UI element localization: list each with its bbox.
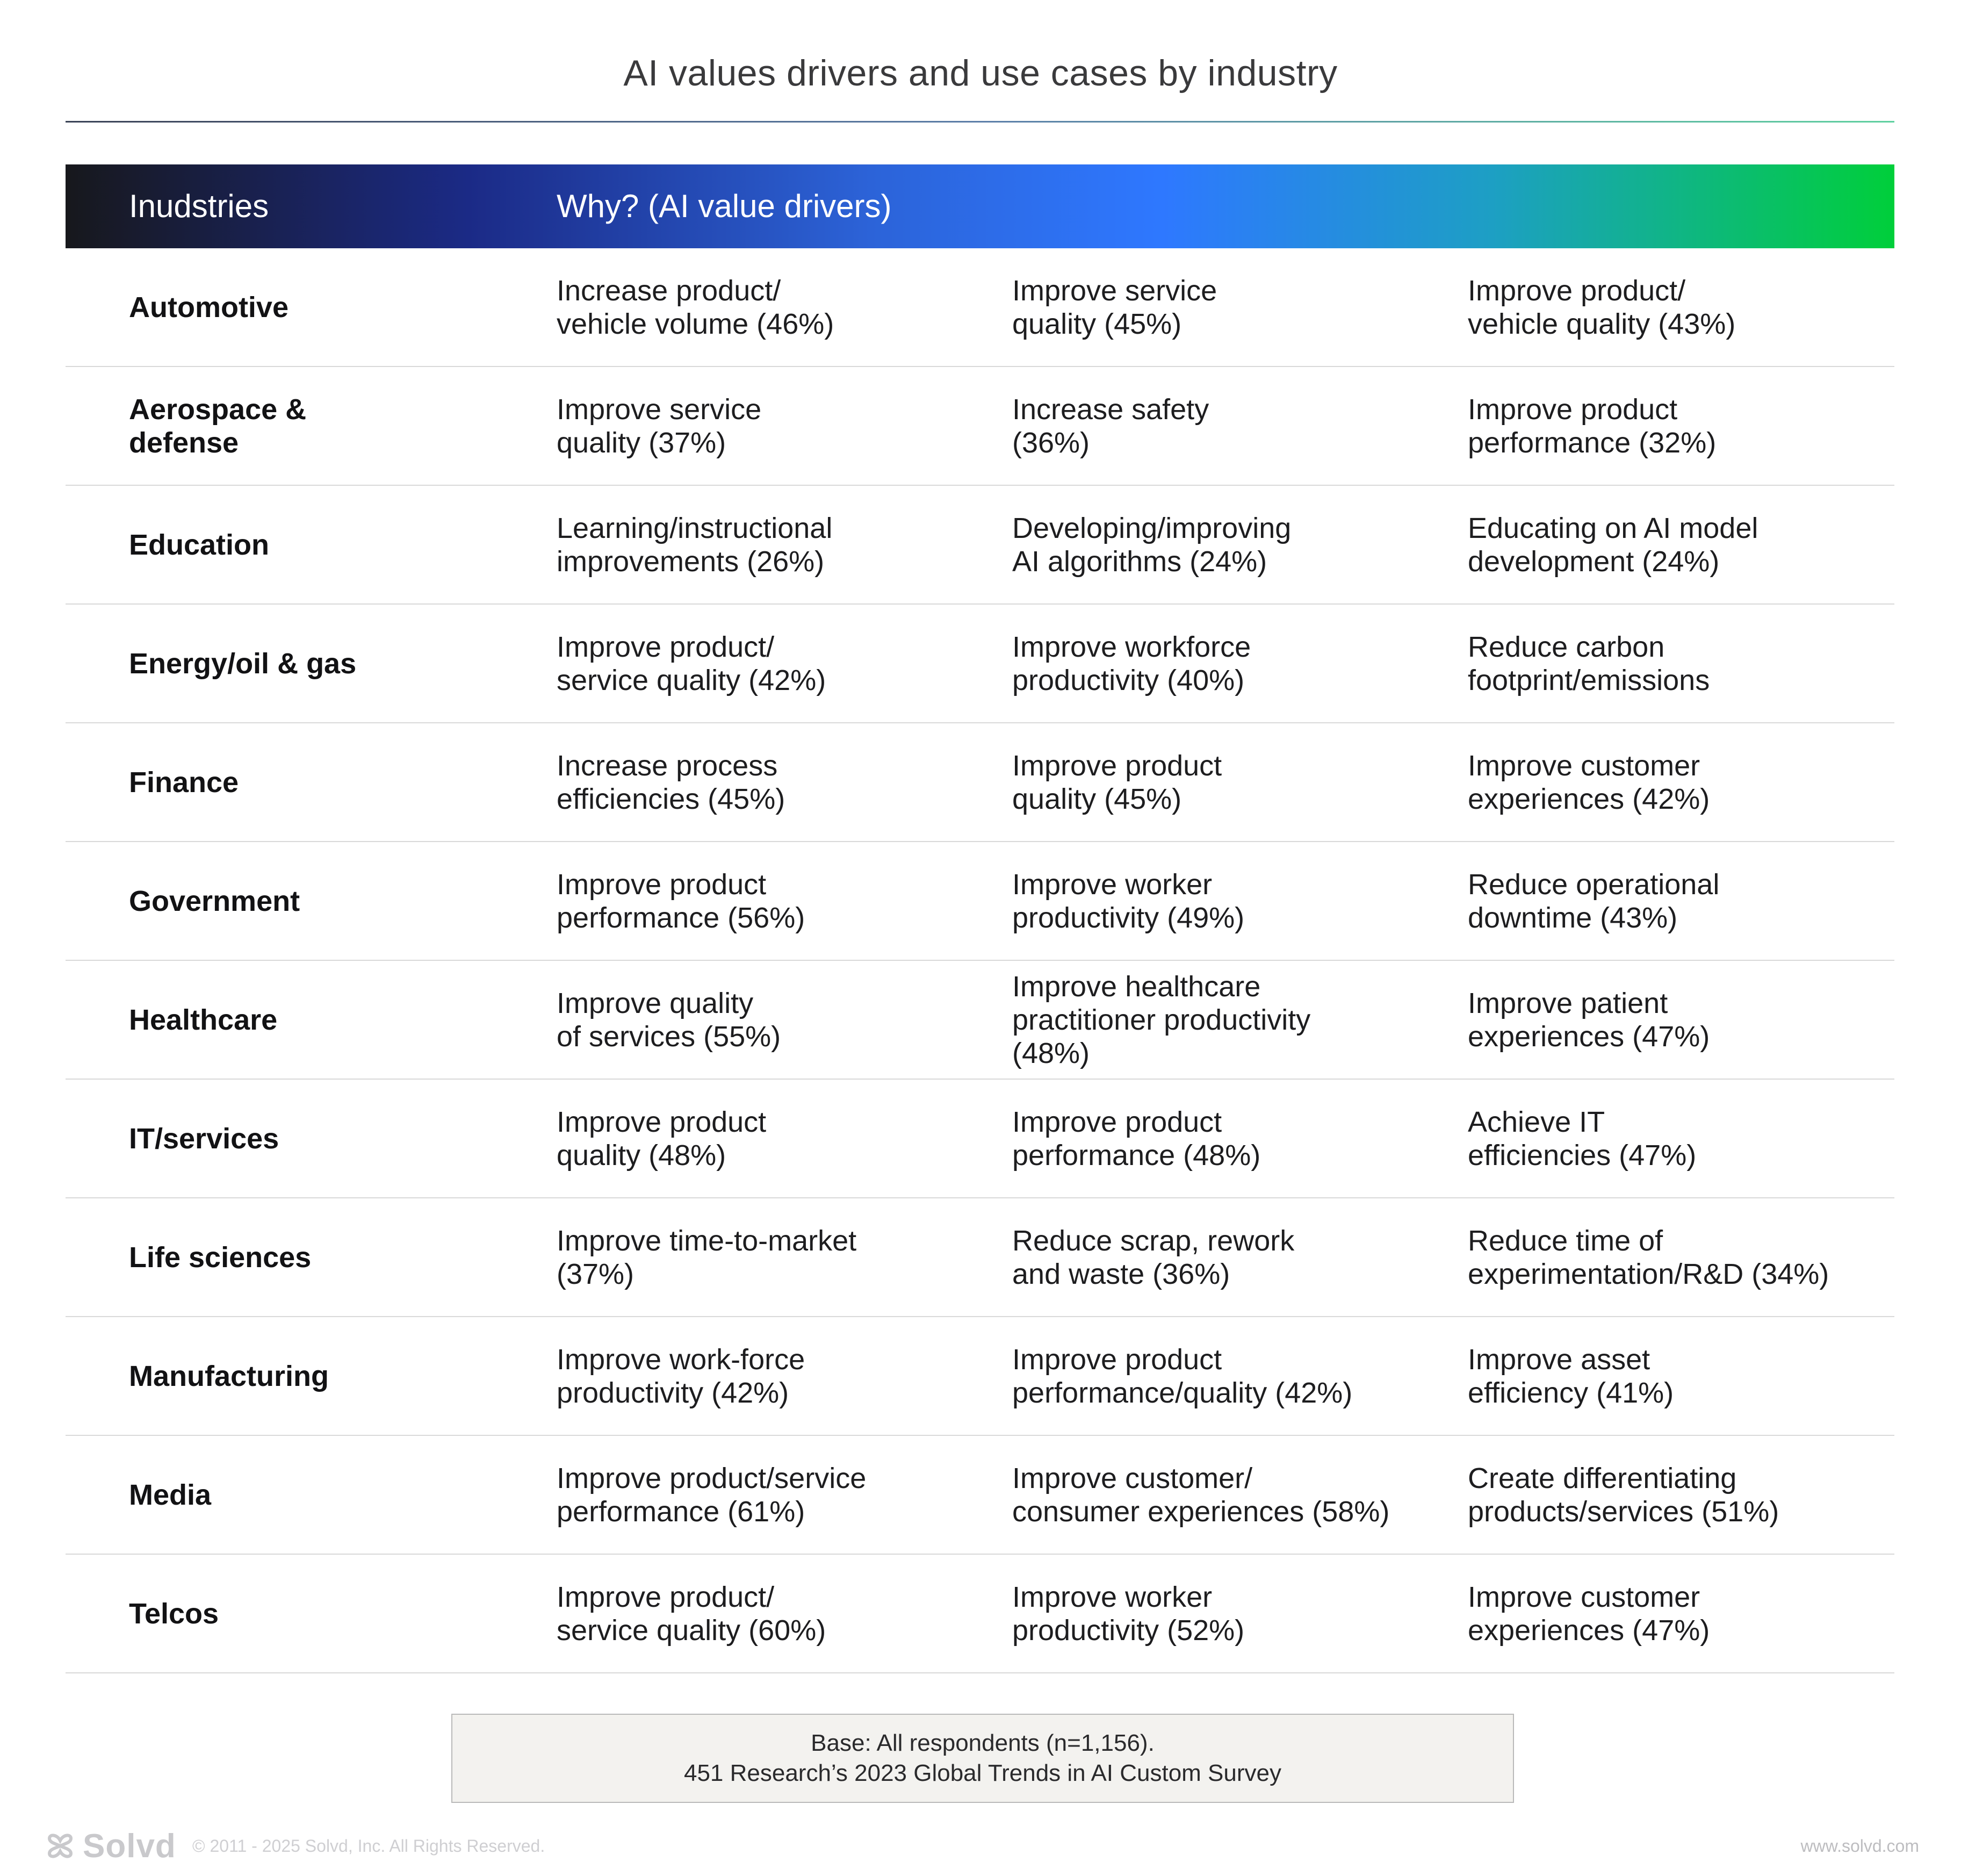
value-driver-2: Improve worker productivity (49%) <box>1012 868 1245 934</box>
value-driver-2: Reduce scrap, rework and waste (36%) <box>1012 1224 1295 1290</box>
table-row <box>66 605 1894 723</box>
industry-name: Finance <box>129 766 239 799</box>
table-row <box>66 248 1894 367</box>
title-divider <box>66 121 1894 123</box>
industry-name: Telcos <box>129 1597 219 1630</box>
value-driver-2: Improve healthcare practitioner productivity (48%) <box>1012 970 1311 1069</box>
source-survey-line: 451 Research’s 2023 Global Trends in AI Custom Survey <box>683 1760 1281 1786</box>
industry-name: Aerospace & defense <box>129 393 307 459</box>
value-driver-3: Improve asset efficiency (41%) <box>1468 1343 1674 1409</box>
source-note <box>451 1714 1514 1803</box>
value-driver-3: Reduce time of experimentation/R&D (34%) <box>1468 1224 1829 1290</box>
value-driver-3: Reduce operational downtime (43%) <box>1468 868 1720 934</box>
value-driver-1: Learning/instructional improvements (26%) <box>557 512 833 578</box>
page-title: AI values drivers and use cases by industry <box>623 53 1338 94</box>
value-driver-3: Improve patient experiences (47%) <box>1468 987 1710 1053</box>
value-driver-1: Increase product/ vehicle volume (46%) <box>557 274 834 340</box>
value-driver-3: Improve product/ vehicle quality (43%) <box>1468 274 1736 340</box>
value-driver-2: Improve product quality (45%) <box>1012 749 1222 815</box>
value-driver-3: Improve customer experiences (42%) <box>1468 749 1710 815</box>
industry-name: Automotive <box>129 291 289 324</box>
value-driver-3: Educating on AI model development (24%) <box>1468 512 1758 578</box>
value-driver-3: Reduce carbon footprint/emissions <box>1468 630 1710 696</box>
industry-name: Education <box>129 528 270 561</box>
value-driver-2: Improve customer/ consumer experiences (58%) <box>1012 1462 1390 1528</box>
table-row <box>66 723 1894 842</box>
table-header <box>66 164 1894 248</box>
table-row <box>66 961 1894 1080</box>
table-row <box>66 367 1894 486</box>
value-driver-2: Improve service quality (45%) <box>1012 274 1217 340</box>
industry-name: Media <box>129 1478 212 1511</box>
table-row <box>66 842 1894 961</box>
solvd-logo-icon <box>45 1831 75 1861</box>
value-driver-1: Increase process efficiencies (45%) <box>557 749 785 815</box>
table-row <box>66 1080 1894 1198</box>
table-row <box>66 1198 1894 1317</box>
table-row <box>66 486 1894 605</box>
value-driver-1: Improve product performance (56%) <box>557 868 805 934</box>
table-row <box>66 1555 1894 1673</box>
table-row <box>66 1317 1894 1436</box>
value-driver-1: Improve service quality (37%) <box>557 393 762 459</box>
value-driver-1: Improve product quality (48%) <box>557 1105 767 1171</box>
value-driver-2: Increase safety (36%) <box>1012 393 1209 459</box>
value-driver-3: Improve product performance (32%) <box>1468 393 1717 459</box>
website-link[interactable]: www.solvd.com <box>1800 1836 1919 1856</box>
value-driver-2: Improve workforce productivity (40%) <box>1012 630 1251 696</box>
value-driver-1: Improve work-force productivity (42%) <box>557 1343 805 1409</box>
solvd-logo <box>45 1827 176 1865</box>
industry-table <box>66 248 1894 1673</box>
header-industries: Inudstries <box>129 188 269 224</box>
value-driver-2: Improve product performance (48%) <box>1012 1105 1261 1171</box>
value-driver-1: Improve product/service performance (61%) <box>557 1462 867 1528</box>
value-driver-1: Improve quality of services (55%) <box>557 987 781 1053</box>
value-driver-3: Achieve IT efficiencies (47%) <box>1468 1105 1697 1171</box>
value-driver-3: Improve customer experiences (47%) <box>1468 1580 1710 1647</box>
value-driver-2: Improve product performance/quality (42%) <box>1012 1343 1353 1409</box>
industry-name: IT/services <box>129 1122 279 1155</box>
table-row <box>66 1436 1894 1555</box>
industry-name: Energy/oil & gas <box>129 647 357 680</box>
value-driver-1: Improve product/ service quality (42%) <box>557 630 826 696</box>
value-driver-1: Improve time-to-market (37%) <box>557 1224 857 1290</box>
value-driver-3: Create differentiating products/services (51%) <box>1468 1462 1779 1528</box>
value-driver-1: Improve product/ service quality (60%) <box>557 1580 826 1647</box>
copyright-notice: © 2011 - 2025 Solvd, Inc. All Rights Reserved. <box>192 1836 545 1856</box>
value-driver-2: Developing/improving AI algorithms (24%) <box>1012 512 1292 578</box>
industry-name: Manufacturing <box>129 1360 329 1392</box>
source-base-line: Base: All respondents (n=1,156). <box>811 1730 1155 1756</box>
value-driver-2: Improve worker productivity (52%) <box>1012 1580 1245 1647</box>
header-ai-value-drivers: Why? (AI value drivers) <box>557 188 892 224</box>
logo-text: Solvd <box>83 1827 176 1865</box>
footer <box>0 1827 1961 1865</box>
industry-name: Government <box>129 885 300 917</box>
industry-name: Healthcare <box>129 1003 278 1036</box>
industry-name: Life sciences <box>129 1241 312 1274</box>
